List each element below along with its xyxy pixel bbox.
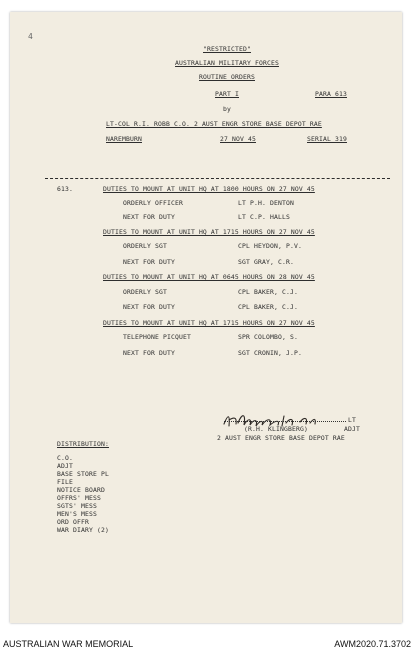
distribution-item: NOTICE BOARD: [57, 486, 105, 494]
location: NAREMBURN: [106, 135, 142, 143]
distribution-item: ORD OFFR: [57, 518, 89, 526]
distribution-item: OFFRS' MESS: [57, 494, 101, 502]
duty-role: NEXT FOR DUTY: [123, 213, 175, 221]
duty-name: LT C.P. HALLS: [238, 213, 290, 221]
distribution-heading: DISTRIBUTION:: [57, 440, 109, 448]
serial-number: SERIAL 319: [307, 135, 347, 143]
by-label: by: [223, 105, 231, 113]
distribution-item: SGTS' MESS: [57, 502, 97, 510]
duty-role: ORDERLY OFFICER: [123, 199, 183, 207]
duty-heading: DUTIES TO MOUNT AT UNIT HQ AT 1715 HOURS ON 27 NOV 45: [103, 228, 315, 236]
duty-role: TELEPHONE PICQUET: [123, 333, 191, 341]
document-type: ROUTINE ORDERS: [199, 73, 255, 81]
duty-name: CPL HEYDON, P.V.: [238, 242, 302, 250]
duty-role: ORDERLY SGT: [123, 242, 167, 250]
duty-role: NEXT FOR DUTY: [123, 258, 175, 266]
archive-reference: AWM2020.71.3702: [334, 639, 411, 649]
part-label: PART I: [215, 90, 239, 98]
duty-name: CPL BAKER, C.J.: [238, 288, 298, 296]
signatory-name: (R.H. KLINGBERG): [244, 425, 308, 433]
item-number: 613.: [57, 185, 73, 193]
signatory-unit: 2 AUST ENGR STORE BASE DEPOT RAE: [217, 434, 345, 442]
duty-role: ORDERLY SGT: [123, 288, 167, 296]
commander-line: LT-COL R.I. ROBB C.O. 2 AUST ENGR STORE BASE DEPOT RAE: [106, 120, 322, 128]
duty-name: SGT GRAY, C.R.: [238, 258, 294, 266]
signature-rank: LT: [348, 416, 356, 424]
duty-role: NEXT FOR DUTY: [123, 349, 175, 357]
signatory-appointment: ADJT: [344, 425, 360, 433]
distribution-item: C.O.: [57, 454, 73, 462]
order-date: 27 NOV 45: [220, 135, 256, 143]
distribution-item: WAR DIARY (2): [57, 526, 109, 534]
duty-heading: DUTIES TO MOUNT AT UNIT HQ AT 1800 HOURS ON 27 NOV 45: [103, 185, 315, 193]
archive-name: AUSTRALIAN WAR MEMORIAL: [3, 639, 134, 649]
duty-name: SPR COLOMBO, S.: [238, 333, 298, 341]
distribution-item: BASE STORE PL: [57, 470, 109, 478]
signature-line: [224, 421, 346, 422]
archive-footer: [0, 637, 415, 653]
distribution-item: FILE: [57, 478, 73, 486]
duty-heading: DUTIES TO MOUNT AT UNIT HQ AT 1715 HOURS ON 27 NOV 45: [103, 319, 315, 327]
distribution-item: MEN'S MESS: [57, 510, 97, 518]
duty-name: CPL BAKER, C.J.: [238, 303, 298, 311]
separator-rule: [45, 178, 390, 179]
duty-role: NEXT FOR DUTY: [123, 303, 175, 311]
force-title: AUSTRALIAN MILITARY FORCES: [175, 59, 279, 67]
distribution-item: ADJT: [57, 462, 73, 470]
document-page: [10, 12, 402, 623]
duty-heading: DUTIES TO MOUNT AT UNIT HQ AT 0645 HOURS ON 28 NOV 45: [103, 273, 315, 281]
para-number: PARA 613: [315, 90, 347, 98]
corner-mark: 4: [28, 32, 33, 41]
duty-name: LT P.H. DENTON: [238, 199, 294, 207]
duty-name: SGT CRONIN, J.P.: [238, 349, 302, 357]
classification: "RESTRICTED": [203, 45, 251, 53]
